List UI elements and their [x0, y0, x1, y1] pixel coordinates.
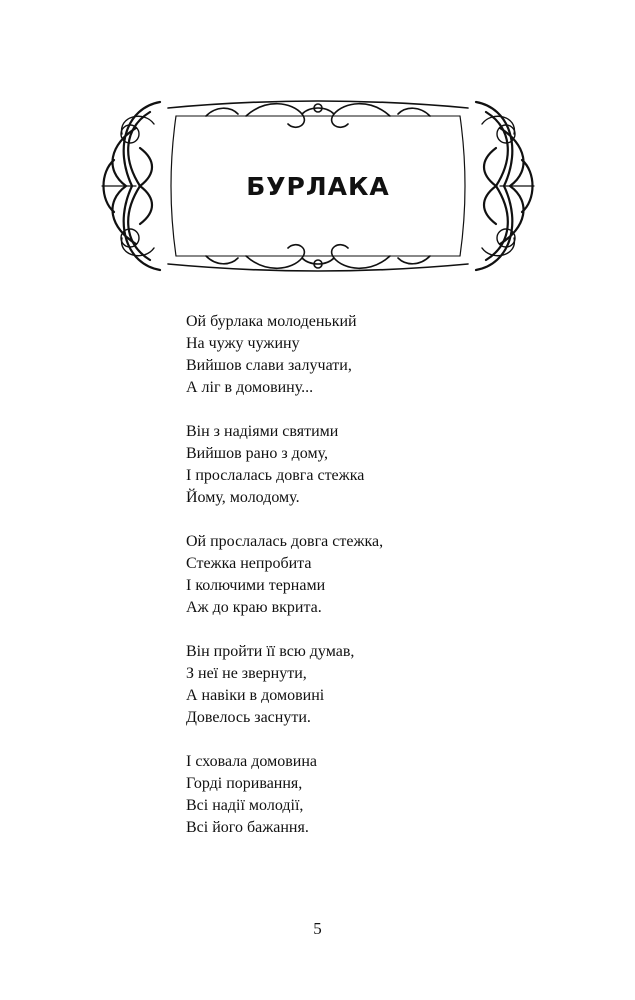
poem-line: На чужу чужину — [186, 335, 300, 352]
poem-line: Довелось заснути. — [186, 709, 311, 726]
poem-line: Ой прослалась довга стежка, — [186, 533, 384, 550]
poem-line: І колючими тернами — [186, 577, 326, 594]
poem-title: БУРЛАКА — [246, 172, 390, 201]
page-number: 5 — [313, 919, 322, 938]
poem-line: Вийшов рано з дому, — [186, 445, 329, 462]
stanza-5 — [186, 751, 586, 839]
poem-line: Йому, молодому. — [186, 489, 300, 506]
poem-body — [186, 311, 586, 861]
poem-line: І прослалась довга стежка — [186, 467, 365, 484]
stanza-2 — [186, 421, 586, 509]
stanza-3 — [186, 531, 586, 619]
poem-line: Всі надії молодії, — [186, 797, 304, 814]
poem-line: А навіки в домовині — [186, 687, 325, 704]
poem-line: І сховала домовина — [186, 753, 318, 770]
stanza-4 — [186, 641, 586, 729]
stanza-1 — [186, 311, 586, 399]
poem-line: Горді поривання, — [186, 775, 303, 792]
poem-line: Вийшов слави залучати, — [186, 357, 352, 374]
poem-line: З неї не звернути, — [186, 665, 307, 682]
poem-line: Всі його бажання. — [186, 819, 309, 836]
poem-line: Стежка непробита — [186, 555, 312, 572]
poem-line: Ой бурлака молоденький — [186, 313, 357, 330]
poem-line: Він з надіями святими — [186, 423, 339, 440]
poem-line: Він пройти її всю думав, — [186, 643, 355, 660]
title-ornament-frame — [96, 88, 540, 284]
poem-line: А ліг в домовину... — [186, 379, 314, 396]
poem-line: Аж до краю вкрита. — [186, 599, 322, 616]
